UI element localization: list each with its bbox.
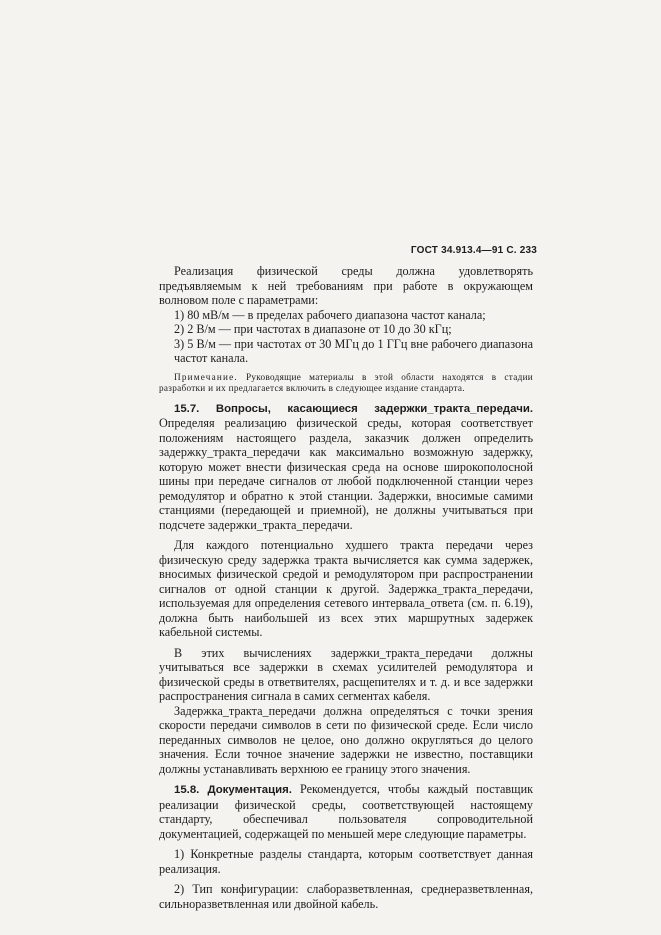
intro-item-2: 2) 2 В/м — при частотах в диапазоне от 10 до 30 кГц; bbox=[174, 322, 452, 336]
section-15-7-paragraph-4: Задержка_тракта_передачи должна определяться с точки зрения скорости передачи символов в сети по физической среде. Если число переданных символов не целое, оно должно округляться до целого значения. Если точное значение задержки не известно, поставщики должны устанавливать верхнюю ее границу этого значения. bbox=[159, 703, 533, 776]
section-15-8-paragraph bbox=[159, 782, 533, 841]
section-15-7-text: Определяя реализацию физической среды, которая соответствует положениям настоящего раздела, заказчик должен определить задержку_тракта_передачи как максимально возможную задержку, которую может внести физическая среда на основе широкополосной шины при передаче сигналов от любой подключенной станции через ремодулятор и обратно к этой станции. Задержки, вносимые самими станциями (передающей и приемной), не должны учитываться при подсчете задержки_тракта_передачи. bbox=[159, 416, 533, 532]
section-15-8-item-2: 2) Тип конфигурации: слаборазветвленная, среднеразветвленная, сильноразветвленная или двойной кабель. bbox=[159, 882, 533, 911]
page-body bbox=[159, 264, 533, 911]
section-15-7-paragraph-2: Для каждого потенциально худшего тракта передачи через физическую среду задержка тракта вычисляется как сумма задержек, вносимых физической средой и ремодулятором при распространении сигналов от одной станции к другой. Задержка_тракта_передачи, используемая для определения сетевого интервала_ответа (см. п. 6.19), должна быть наибольшей из всех этих маршрутных задержек кабельной системы. bbox=[159, 538, 533, 639]
intro-item-3: 3) 5 В/м — при частотах от 30 МГц до 1 ГГц вне рабочего диапазона частот канала. bbox=[174, 336, 533, 365]
section-15-8-text: Рекомендуется, чтобы каждый поставщик реализации физической среды, соответствующей настоящему стандарту, обеспечивал пользователя сопроводительной документацией, содержащей по меньшей мере следующие параметры. bbox=[159, 782, 534, 841]
intro-paragraph: Реализация физической среды должна удовлетворять предъявляемым к ней требованиям при работе в окружающем волновом поле с параметрами: bbox=[159, 264, 533, 307]
section-15-7-heading: 15.7. Вопросы, касающиеся задержки_тракта_передачи. bbox=[174, 402, 533, 415]
note-paragraph bbox=[159, 372, 533, 395]
section-15-8-heading: 15.8. Документация. bbox=[174, 784, 292, 796]
section-15-7-paragraph bbox=[159, 401, 533, 533]
note-label: Примечание. bbox=[174, 371, 238, 382]
page-header: ГОСТ 34.913.4—91 С. 233 bbox=[410, 245, 537, 256]
intro-item-1: 1) 80 мВ/м — в пределах рабочего диапазона частот канала; bbox=[174, 307, 486, 322]
note-text: Руководящие материалы в этой области находятся в стадии разработки и их предлагается включить в следующее издание стандарта. bbox=[159, 371, 533, 393]
section-15-7-paragraph-3: В этих вычислениях задержки_тракта_передачи должны учитываться все задержки в схемах усилителей ремодулятора и физической среды в ответвителях, расщепителях и т. д. и все задержки распространения сигнала в самих сегментах кабеля. bbox=[159, 645, 533, 703]
section-15-8-item-1: 1) Конкретные разделы стандарта, которым соответствует данная реализация. bbox=[159, 847, 533, 876]
